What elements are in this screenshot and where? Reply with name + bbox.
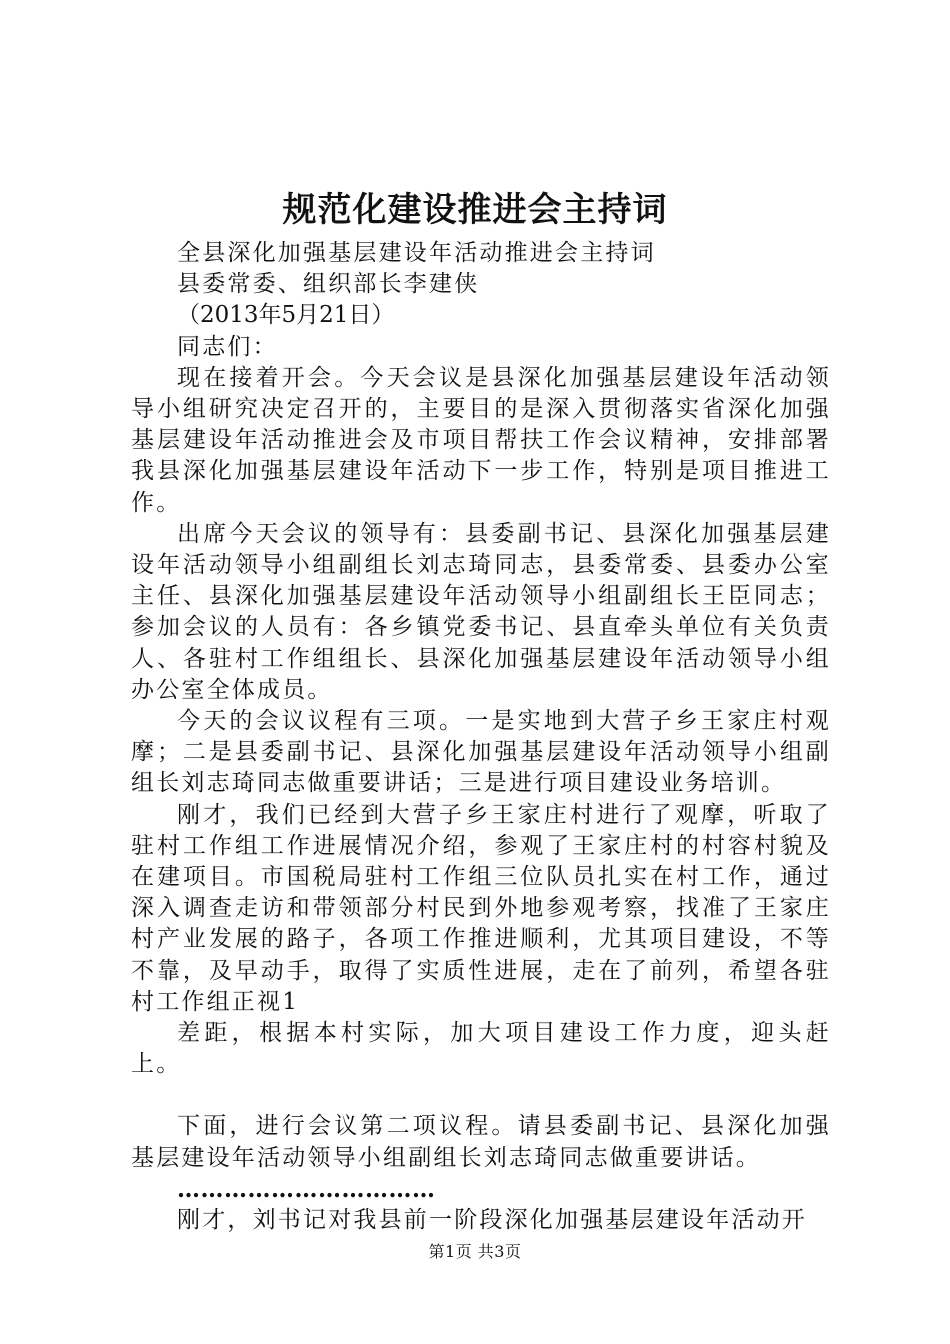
body-paragraph: 今天的会议议程有三项。一是实地到大营子乡王家庄村观摩；二是县委副书记、县深化加强基层建设年活动领导小组副组长刘志琦同志做重要讲话；三是进行项目建设业务培训。 [131, 708, 831, 797]
document-body [131, 238, 831, 1236]
subtitle-paragraph: 全县深化加强基层建设年活动推进会主持词 [177, 240, 656, 266]
body-paragraph: 差距，根据本村实际，加大项目建设工作力度，迎头赶上。 [131, 1020, 831, 1078]
body-paragraph: 刚才，我们已经到大营子乡王家庄村进行了观摩，听取了驻村工作组工作进展情况介绍，参观了王家庄村的村容村貌及在建项目。市国税局驻村工作组三位队员扎实在村工作，通过深入调查走访和带领部分村民到外地参观考察，找准了王家庄村产业发展的路子，各项工作推进顺利，尤其项目建设，不等不靠，及早动手，取得了实质性进展，走在了前列，希望各驻村工作组正视1 [131, 801, 831, 1015]
body-paragraph: 现在接着开会。今天会议是县深化加强基层建设年活动领导小组研究决定召开的，主要目的是深入贯彻落实省深化加强基层建设年活动推进会及市项目帮扶工作会议精神，安排部署我县深化加强基层建设年活动下一步工作，特别是项目推进工作。 [131, 364, 831, 516]
body-paragraph: 出席今天会议的领导有：县委副书记、县深化加强基层建设年活动领导小组副组长刘志琦同志，县委常委、县委办公室主任、县深化加强基层建设年活动领导小组副组长王臣同志；参加会议的人员有：各乡镇党委书记、县直牵头单位有关负责人、各驻村工作组组长、县深化加强基层建设年活动领导小组办公室全体成员。 [131, 520, 831, 703]
salutation-paragraph: 同志们： [177, 333, 278, 360]
page-footer: 第1页 共3页 [428, 1242, 522, 1261]
body-paragraph: 刚才，刘书记对我县前一阶段深化加强基层建设年活动开 [177, 1207, 807, 1234]
speaker-paragraph: 县委常委、组织部长李建侠 [177, 271, 480, 298]
body-paragraph: 下面，进行会议第二项议程。请县委副书记、县深化加强基层建设年活动领导小组副组长刘志琦同志做重要讲话。 [131, 1113, 831, 1171]
ellipsis-line: …………………………… [177, 1175, 436, 1203]
document-title: 规范化建设推进会主持词 [282, 190, 668, 230]
date-paragraph: （2013年5月21日） [177, 302, 395, 329]
